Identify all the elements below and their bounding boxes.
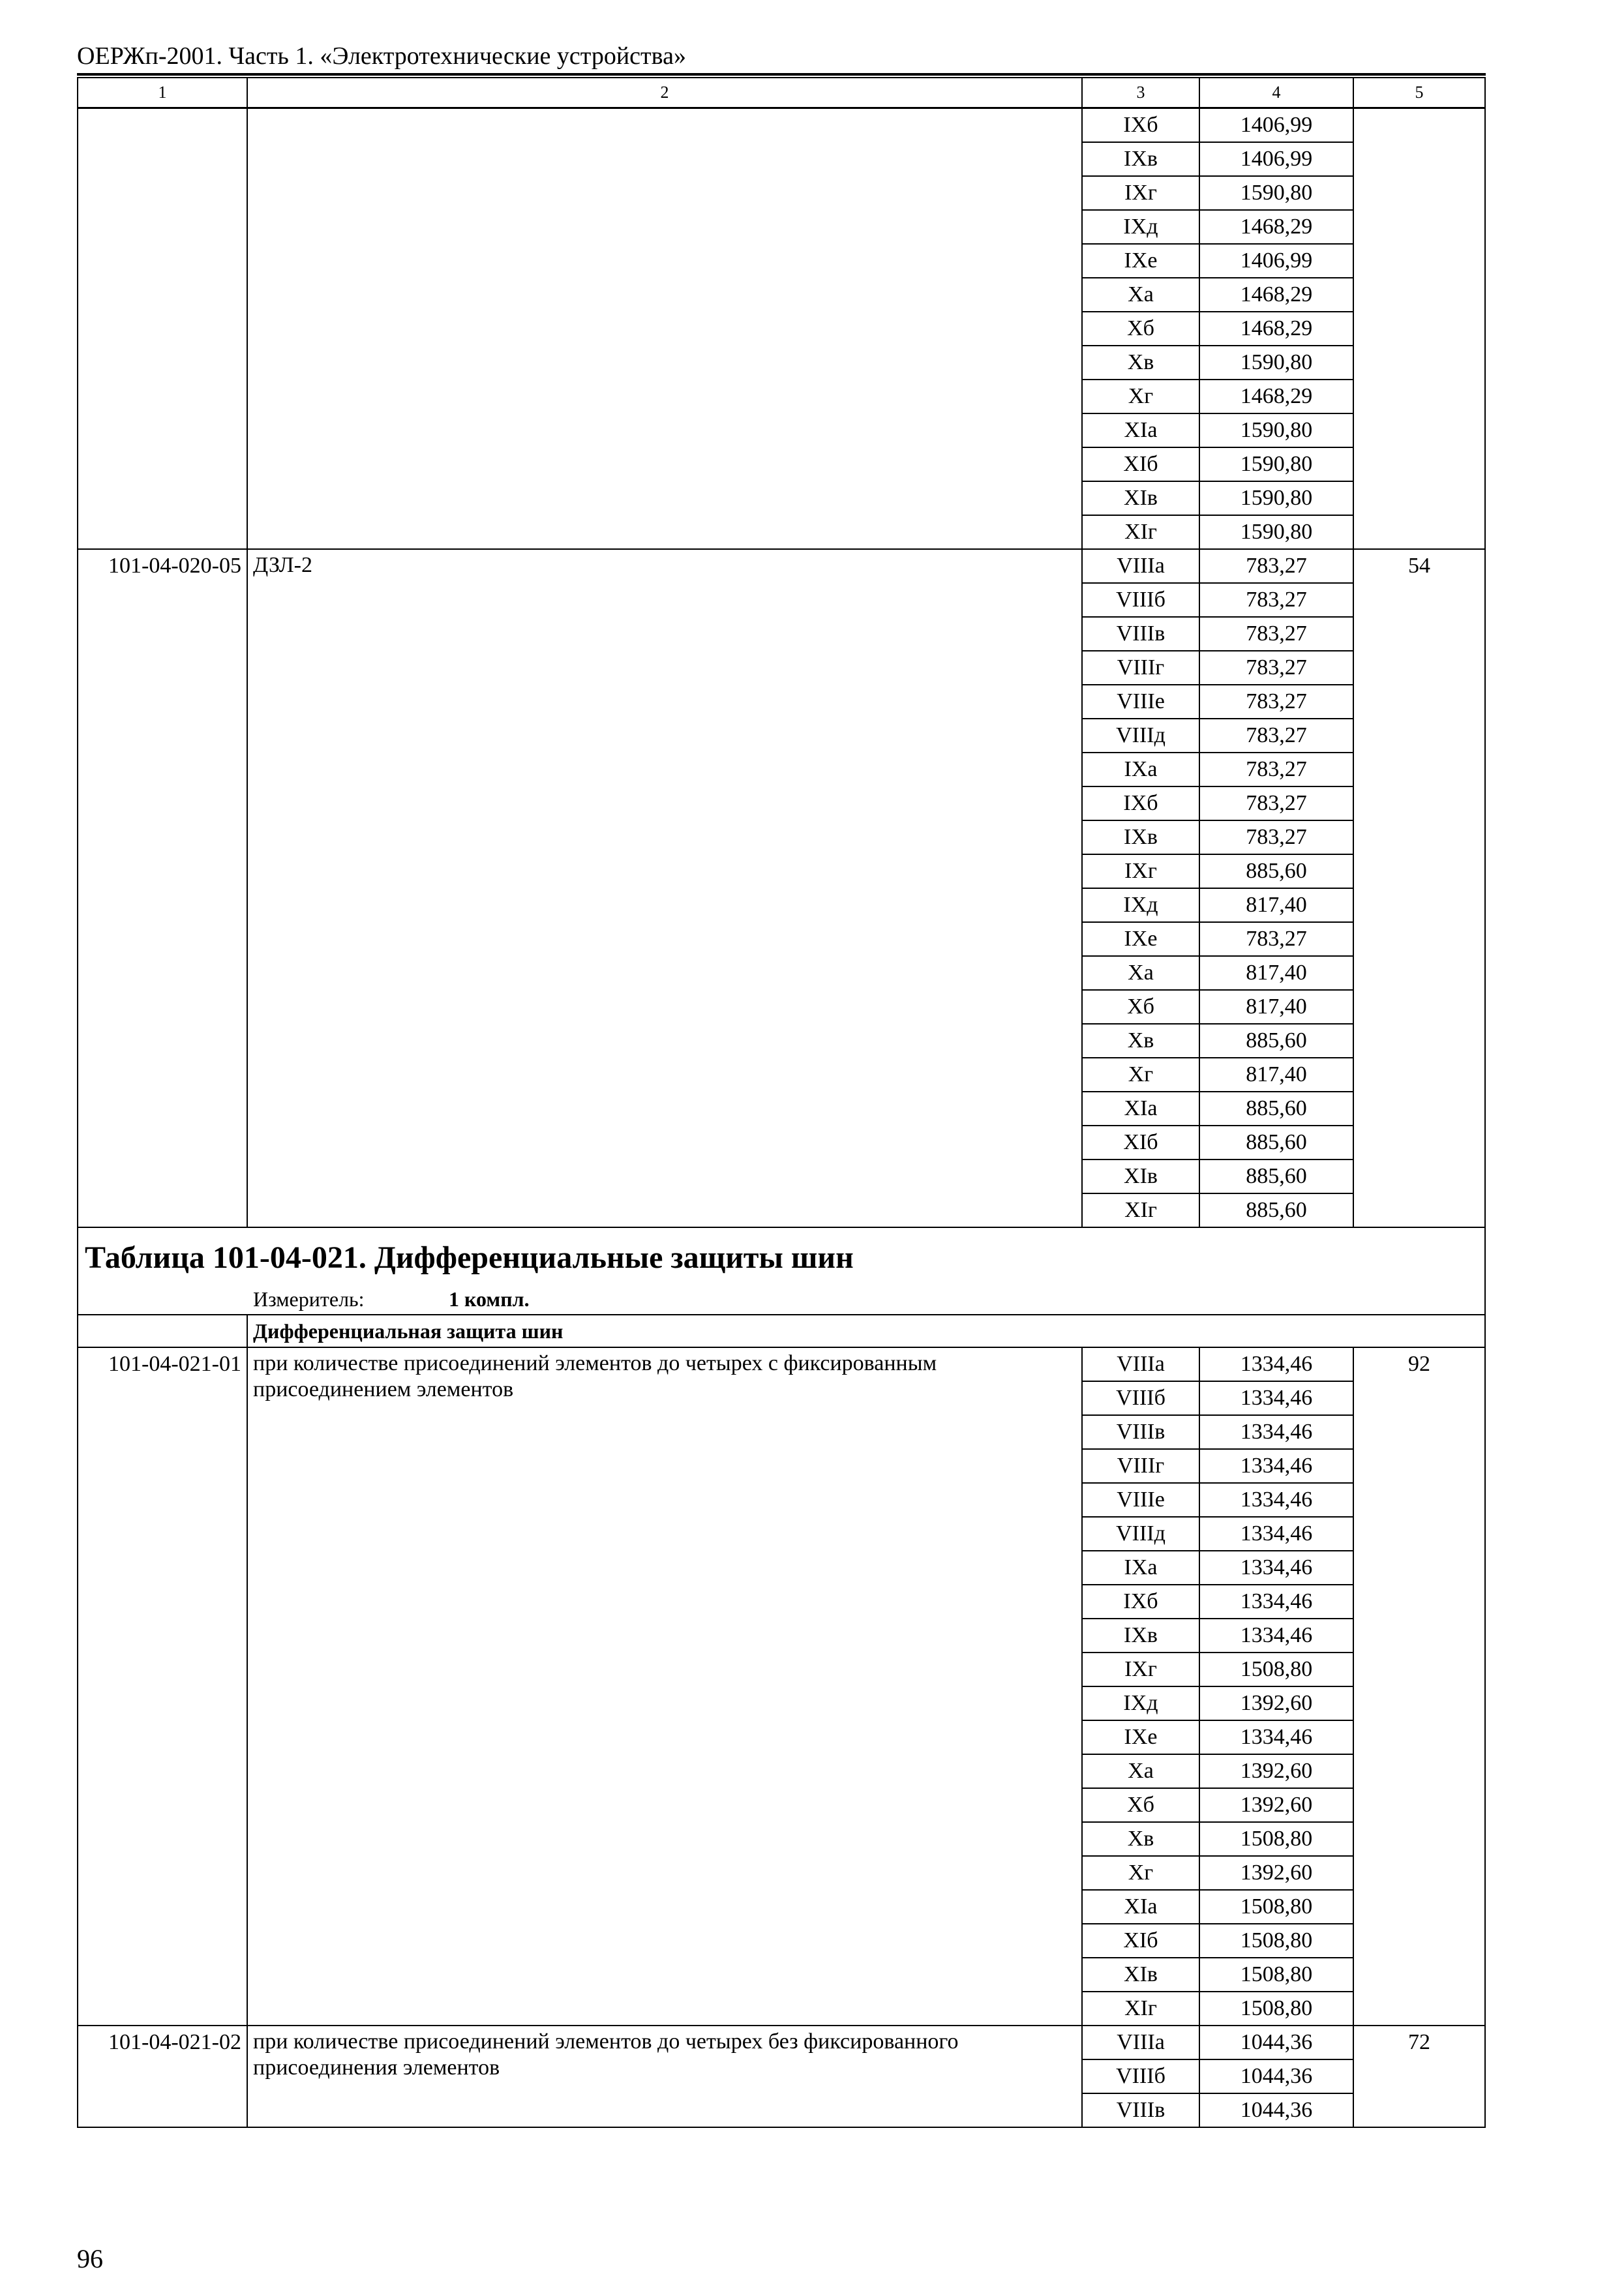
- item-code: 101-04-021-01: [78, 1347, 247, 2026]
- region-cell: Xв: [1082, 346, 1199, 380]
- region-cell: XIа: [1082, 413, 1199, 447]
- region-cell: XIв: [1082, 1958, 1199, 1992]
- price-cell: 817,40: [1199, 956, 1353, 990]
- region-cell: Xг: [1082, 380, 1199, 413]
- region-cell: VIIIа: [1082, 2026, 1199, 2059]
- price-cell: 817,40: [1199, 990, 1353, 1024]
- region-cell: XIб: [1082, 1924, 1199, 1958]
- region-cell: Xг: [1082, 1058, 1199, 1092]
- price-cell: 1406,99: [1199, 244, 1353, 278]
- price-cell: 1590,80: [1199, 176, 1353, 210]
- item-name: ДЗЛ-2: [247, 549, 1082, 1227]
- price-cell: 1334,46: [1199, 1483, 1353, 1517]
- table-row: [78, 1347, 1485, 1381]
- price-cell: 783,27: [1199, 651, 1353, 685]
- region-cell: IXв: [1082, 1619, 1199, 1653]
- region-cell: IXе: [1082, 1720, 1199, 1754]
- region-cell: VIIIг: [1082, 651, 1199, 685]
- table-row: [78, 2026, 1485, 2059]
- price-cell: 885,60: [1199, 1159, 1353, 1193]
- section-row: [78, 1315, 1485, 1347]
- price-cell: 885,60: [1199, 1126, 1353, 1159]
- price-cell: 1044,36: [1199, 2059, 1353, 2093]
- region-cell: IXд: [1082, 1686, 1199, 1720]
- weight-cell: [1353, 108, 1485, 550]
- region-cell: IXг: [1082, 176, 1199, 210]
- price-cell: 783,27: [1199, 719, 1353, 753]
- price-cell: 1392,60: [1199, 1788, 1353, 1822]
- item-name: [247, 108, 1082, 550]
- price-cell: 783,27: [1199, 922, 1353, 956]
- region-cell: Xб: [1082, 1788, 1199, 1822]
- price-cell: 885,60: [1199, 1193, 1353, 1227]
- region-cell: VIIIв: [1082, 1415, 1199, 1449]
- region-cell: Xг: [1082, 1856, 1199, 1890]
- region-cell: Xв: [1082, 1024, 1199, 1058]
- region-cell: VIIIг: [1082, 1449, 1199, 1483]
- table-row: [78, 549, 1485, 583]
- region-cell: XIб: [1082, 1126, 1199, 1159]
- column-number-row: [78, 78, 1485, 108]
- region-cell: Xб: [1082, 990, 1199, 1024]
- price-cell: 1508,80: [1199, 1924, 1353, 1958]
- region-cell: IXв: [1082, 820, 1199, 854]
- price-cell: 783,27: [1199, 786, 1353, 820]
- region-cell: VIIIб: [1082, 1381, 1199, 1415]
- price-cell: 783,27: [1199, 685, 1353, 719]
- region-cell: IXб: [1082, 1585, 1199, 1619]
- region-cell: VIIIд: [1082, 1517, 1199, 1551]
- price-cell: 885,60: [1199, 1024, 1353, 1058]
- price-cell: 885,60: [1199, 1092, 1353, 1126]
- section-heading: Дифференциальная защита шин: [247, 1315, 1485, 1347]
- price-cell: 783,27: [1199, 820, 1353, 854]
- price-cell: 1508,80: [1199, 1653, 1353, 1686]
- price-cell: 1334,46: [1199, 1551, 1353, 1585]
- region-cell: IXб: [1082, 108, 1199, 143]
- price-cell: 1468,29: [1199, 210, 1353, 244]
- price-cell: 1392,60: [1199, 1686, 1353, 1720]
- region-cell: IXе: [1082, 922, 1199, 956]
- region-cell: VIIIб: [1082, 583, 1199, 617]
- region-cell: XIа: [1082, 1092, 1199, 1126]
- price-cell: 1334,46: [1199, 1585, 1353, 1619]
- table-title: Таблица 101-04-021. Дифференциальные защиты шин: [78, 1227, 1485, 1288]
- price-cell: 783,27: [1199, 617, 1353, 651]
- price-cell: 1508,80: [1199, 1992, 1353, 2026]
- price-cell: 1334,46: [1199, 1347, 1353, 1381]
- weight-cell: 92: [1353, 1347, 1485, 2026]
- region-cell: IXа: [1082, 753, 1199, 786]
- region-cell: VIIIб: [1082, 2059, 1199, 2093]
- unit-row: [78, 1288, 1485, 1315]
- region-cell: XIг: [1082, 515, 1199, 549]
- table-row: [78, 108, 1485, 143]
- region-cell: Xа: [1082, 278, 1199, 312]
- region-cell: VIIIа: [1082, 549, 1199, 583]
- weight-cell: 54: [1353, 549, 1485, 1227]
- price-cell: 1334,46: [1199, 1517, 1353, 1551]
- table-title-row: [78, 1227, 1485, 1288]
- region-cell: XIг: [1082, 1992, 1199, 2026]
- price-table: [77, 77, 1486, 2128]
- price-cell: 1406,99: [1199, 142, 1353, 176]
- region-cell: IXа: [1082, 1551, 1199, 1585]
- price-cell: 1508,80: [1199, 1822, 1353, 1856]
- price-cell: 1590,80: [1199, 346, 1353, 380]
- region-cell: Xа: [1082, 1754, 1199, 1788]
- price-cell: 1392,60: [1199, 1856, 1353, 1890]
- region-cell: IXе: [1082, 244, 1199, 278]
- column-number: 2: [247, 78, 1082, 108]
- price-cell: 1334,46: [1199, 1415, 1353, 1449]
- region-cell: XIв: [1082, 1159, 1199, 1193]
- region-cell: IXг: [1082, 854, 1199, 888]
- weight-cell: 72: [1353, 2026, 1485, 2127]
- region-cell: IXг: [1082, 1653, 1199, 1686]
- price-cell: 1508,80: [1199, 1890, 1353, 1924]
- price-cell: 1334,46: [1199, 1381, 1353, 1415]
- price-cell: 1468,29: [1199, 312, 1353, 346]
- region-cell: IXд: [1082, 888, 1199, 922]
- price-cell: 783,27: [1199, 549, 1353, 583]
- price-cell: 783,27: [1199, 753, 1353, 786]
- price-cell: 1406,99: [1199, 108, 1353, 143]
- region-cell: VIIIд: [1082, 719, 1199, 753]
- region-cell: XIв: [1082, 481, 1199, 515]
- column-number: 1: [78, 78, 247, 108]
- region-cell: XIг: [1082, 1193, 1199, 1227]
- price-cell: 1392,60: [1199, 1754, 1353, 1788]
- price-cell: 1044,36: [1199, 2026, 1353, 2059]
- region-cell: XIа: [1082, 1890, 1199, 1924]
- price-cell: 1334,46: [1199, 1720, 1353, 1754]
- item-name: при количестве присоединений элементов до четырех без фиксированного присоединения элементов: [247, 2026, 1082, 2127]
- price-cell: 1334,46: [1199, 1449, 1353, 1483]
- region-cell: IXд: [1082, 210, 1199, 244]
- section-spacer: [78, 1315, 247, 1347]
- region-cell: VIIIв: [1082, 2093, 1199, 2127]
- item-code: 101-04-021-02: [78, 2026, 247, 2127]
- page-number: 96: [77, 2244, 103, 2273]
- price-cell: 1468,29: [1199, 278, 1353, 312]
- item-code: 101-04-020-05: [78, 549, 247, 1227]
- price-cell: 817,40: [1199, 1058, 1353, 1092]
- column-number: 5: [1353, 78, 1485, 108]
- column-number: 4: [1199, 78, 1353, 108]
- document-header: ОЕРЖп-2001. Часть 1. «Электротехнические устройства»: [77, 39, 1486, 76]
- region-cell: VIIIе: [1082, 1483, 1199, 1517]
- region-cell: VIIIе: [1082, 685, 1199, 719]
- region-cell: XIб: [1082, 447, 1199, 481]
- price-cell: 817,40: [1199, 888, 1353, 922]
- price-cell: 1590,80: [1199, 515, 1353, 549]
- unit-measure: [78, 1288, 1485, 1315]
- unit-value: 1 компл.: [449, 1288, 530, 1311]
- price-cell: 885,60: [1199, 854, 1353, 888]
- price-cell: 1468,29: [1199, 380, 1353, 413]
- column-number: 3: [1082, 78, 1199, 108]
- price-cell: 1590,80: [1199, 413, 1353, 447]
- price-cell: 1590,80: [1199, 447, 1353, 481]
- price-cell: 1334,46: [1199, 1619, 1353, 1653]
- region-cell: IXб: [1082, 786, 1199, 820]
- price-cell: 1590,80: [1199, 481, 1353, 515]
- region-cell: Xв: [1082, 1822, 1199, 1856]
- region-cell: VIIIа: [1082, 1347, 1199, 1381]
- price-cell: 783,27: [1199, 583, 1353, 617]
- price-cell: 1044,36: [1199, 2093, 1353, 2127]
- item-name: при количестве присоединений элементов до четырех с фиксированным присоединением элементов: [247, 1347, 1082, 2026]
- region-cell: IXв: [1082, 142, 1199, 176]
- region-cell: Xб: [1082, 312, 1199, 346]
- region-cell: VIIIв: [1082, 617, 1199, 651]
- price-cell: 1508,80: [1199, 1958, 1353, 1992]
- item-code: [78, 108, 247, 550]
- unit-label: Измеритель:: [253, 1288, 365, 1311]
- region-cell: Xа: [1082, 956, 1199, 990]
